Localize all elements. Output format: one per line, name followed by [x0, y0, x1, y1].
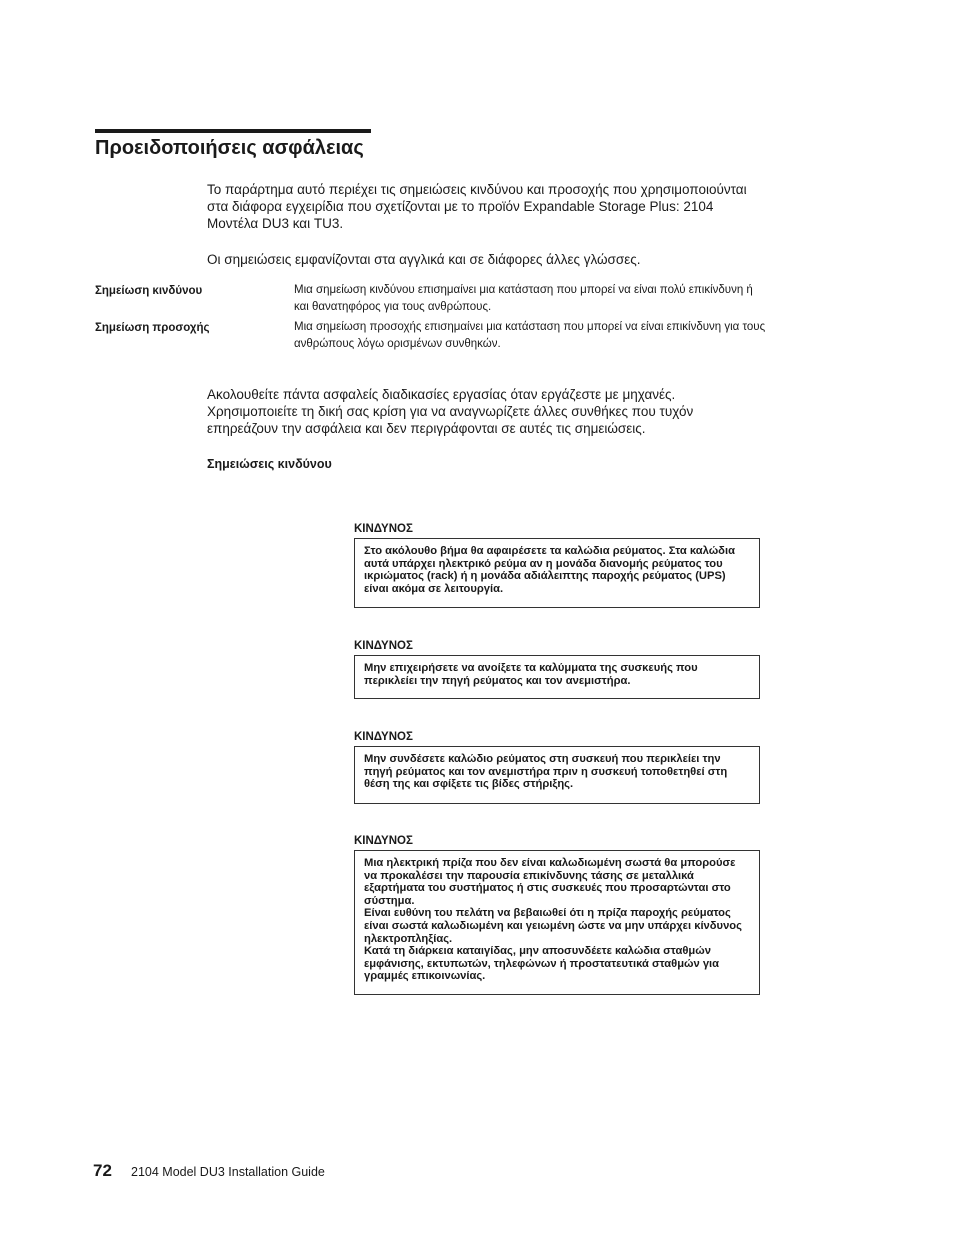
- danger-notice-box: [354, 746, 760, 804]
- danger-label: ΚΙΝΔΥΝΟΣ: [354, 523, 413, 535]
- definition-description-caution: Μια σημείωση προσοχής επισημαίνει μια κατάσταση που μπορεί να είναι επικίνδυνη για τους ανθρώπους λόγω ορισμένων συνθηκών.: [294, 321, 766, 350]
- danger-label: ΚΙΝΔΥΝΟΣ: [354, 640, 413, 652]
- title-rule: [95, 129, 371, 133]
- danger-label: ΚΙΝΔΥΝΟΣ: [354, 731, 413, 743]
- definition-term-caution: Σημείωση προσοχής: [95, 322, 210, 334]
- danger-notices-heading: Σημειώσεις κινδύνου: [207, 457, 332, 471]
- intro-paragraph: Το παράρτημα αυτό περιέχει τις σημειώσεις κινδύνου και προσοχής που χρησιμοποιούνται στα διάφορα εγχειρίδια που σχετίζονται με το προϊόν Expandable Storage Plus: 2104 Μοντέλα DU3 και TU3.: [207, 182, 747, 231]
- danger-label: ΚΙΝΔΥΝΟΣ: [354, 835, 413, 847]
- danger-notice-text: Στο ακόλουθο βήμα θα αφαιρέσετε τα καλώδια ρεύματος. Στα καλώδια αυτά υπάρχει ηλεκτρικό ρεύμα αν η μονάδα διανομής ρεύματος του ικριώματος (rack) ή η μονάδα αδιάλειπτης παροχής ρεύματος (UPS) είναι ακόμα σε λειτουργία.: [364, 545, 735, 595]
- languages-note: Οι σημειώσεις εμφανίζονται στα αγγλικά και σε διάφορες άλλες γλώσσες.: [207, 252, 641, 267]
- danger-notice-text: Μην συνδέσετε καλώδιο ρεύματος στη συσκευή που περικλείει την πηγή ρεύματος και τον ανεμιστήρα πριν η συσκευή τοποθετηθεί στη θέση της και σφίξετε τις βίδες στήριξης.: [364, 753, 728, 791]
- footer-guide-title: 2104 Model DU3 Installation Guide: [131, 1165, 325, 1179]
- page-title: Προειδοποιήσεις ασφάλειας: [95, 137, 364, 159]
- danger-notice-text: Κατά τη διάρκεια καταιγίδας, μην αποσυνδέετε καλώδια σταθμών εμφάνισης, εκτυπωτών, τηλεφώνων ή προστατευτικά σταθμών για γραμμές επικοινωνίας.: [364, 945, 720, 983]
- danger-notice-box: [354, 655, 760, 699]
- definition-description-danger: Μια σημείωση κινδύνου επισημαίνει μια κατάσταση που μπορεί να είναι πολύ επικίνδυνη ή και θανατηφόρος για τους ανθρώπους.: [294, 284, 753, 313]
- page-number: 72: [93, 1161, 112, 1180]
- safety-advice-paragraph: Ακολουθείτε πάντα ασφαλείς διαδικασίες εργασίας όταν εργάζεστε με μηχανές. Χρησιμοποιείτε τη δική σας κρίση για να αναγνωρίζετε άλλες συνθήκες που τυχόν επηρεάζουν την ασφάλεια και δεν περιγράφονται σε αυτές τις σημειώσεις.: [207, 387, 694, 436]
- danger-notice-text: Μια ηλεκτρική πρίζα που δεν είναι καλωδιωμένη σωστά θα μπορούσε να προκαλέσει την παρουσία επικίνδυνης τάσης σε μεταλλικά εξαρτήματα του συστήματος ή στις συσκευές που προσαρτώνται στο σύστημα.: [364, 857, 736, 907]
- danger-notice-box: [354, 538, 760, 608]
- danger-notice-box: [354, 850, 760, 995]
- definition-term-danger: Σημείωση κινδύνου: [95, 285, 203, 297]
- danger-notice-text: Είναι ευθύνη του πελάτη να βεβαιωθεί ότι η πρίζα παροχής ρεύματος είναι σωστά καλωδιωμένη και γειωμένη ώστε να μην υπάρχει κίνδυνος ηλεκτροπληξίας.: [364, 907, 742, 945]
- danger-notice-text: Μην επιχειρήσετε να ανοίξετε τα καλύμματα της συσκευής που περικλείει την πηγή ρεύματος και τον ανεμιστήρα.: [364, 662, 698, 687]
